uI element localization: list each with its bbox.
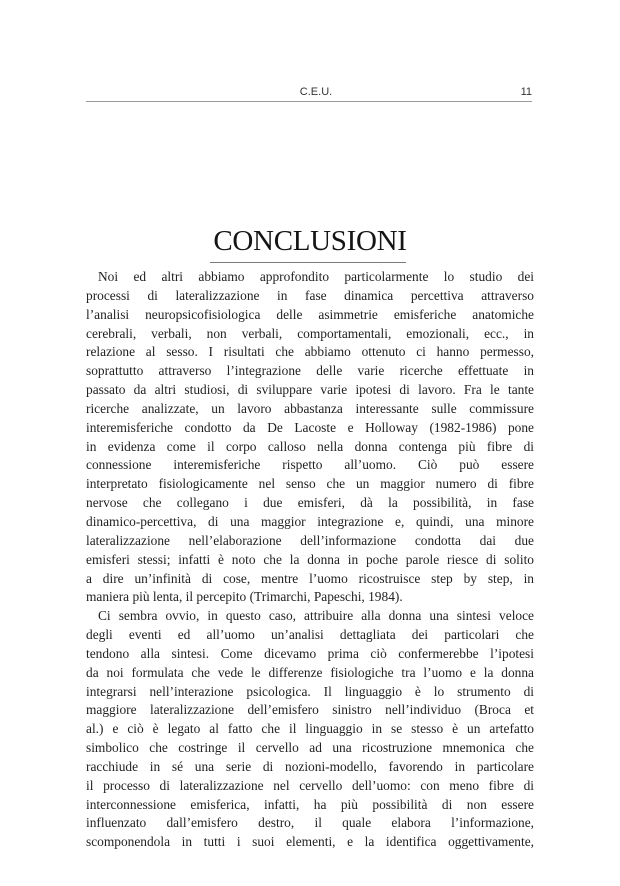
text-line: ricerche analizzate, un lavoro abbastanza interessante sulle commissure [86, 400, 534, 416]
text-line: da noi formulata che vede le differenze fisiologiche tra l’uomo e la donna [86, 664, 534, 680]
text-line: processi di lateralizzazione in fase dinamica percettiva attraverso [86, 287, 534, 303]
chapter-title: CONCLUSIONI [213, 225, 407, 257]
text-line: degli eventi ed all’uomo un’analisi dettagliata dei particolari che [86, 627, 534, 643]
text-line: lateralizzazione nell’elaborazione dell’informazione condotta dai due [86, 532, 534, 548]
page-number: 11 [520, 86, 532, 98]
text-line: dinamico-percettiva, di una maggior integrazione e, quindi, una minore [86, 513, 534, 529]
text-line: cerebrali, verbali, non verbali, comportamentali, emozionali, ecc., in [86, 325, 534, 341]
text-line: a dire un’infinità di cose, mentre l’uomo ricostruisce step by step, in [86, 570, 534, 586]
text-line: interemisferiche condotto da De Lacoste e Holloway (1982-1986) pone [86, 419, 534, 435]
text-line: connessione interemisferiche rispetto all’uomo. Ciò può essere [86, 457, 534, 473]
text-line: il processo di lateralizzazione nel cervello dell’uomo: con meno fibre di [86, 777, 534, 793]
text-line: Noi ed altri abbiamo approfondito particolarmente lo studio dei [98, 269, 534, 284]
text-line: influenzato dall’emisfero destro, il quale elabora l’informazione, [86, 815, 534, 831]
text-line: soprattutto attraverso l’integrazione delle varie ricerche effettuate in [86, 363, 534, 379]
text-line: scomponendola in tutti i suoi elementi, e la identifica oggettivamente, [86, 834, 534, 850]
text-line: Ci sembra ovvio, in questo caso, attribuire alla donna una sintesi veloce [98, 608, 534, 624]
text-line: emisferi stessi; infatti è noto che la donna in poche parole riesce di solito [86, 551, 534, 567]
header-rule [86, 101, 532, 102]
text-line: interconnessione emisferica, infatti, ha più possibilità di non essere [86, 796, 534, 812]
text-line: tendono alla sintesi. Come dicevamo prima ciò confermerebbe l’ipotesi [86, 645, 534, 661]
text-line: al.) e ciò è legato al fatto che il linguaggio in se stesso è un artefatto [86, 721, 534, 737]
text-line: passato da altri studiosi, di sviluppare varie ipotesi di lavoro. Fra le tante [86, 382, 534, 398]
running-title: C.E.U. [299, 86, 333, 98]
title-underline [210, 262, 406, 263]
text-line: simbolico che costringe il cervello ad una ricostruzione mnemonica che [86, 740, 534, 756]
text-line: integrarsi nell’interazione psicologica. Il linguaggio è lo strumento di [86, 683, 534, 699]
text-line: relazione al sesso. I risultati che abbiamo ottenuto ci hanno permesso, [86, 344, 534, 360]
running-head [86, 86, 532, 102]
text-line: interpretato fisiologicamente nel senso che un maggior numero di fibre [86, 476, 534, 492]
text-line: in evidenza come il corpo calloso nella donna contenga più fibre di [86, 438, 534, 454]
text-line: nervose che collegano i due emisferi, dà la possibilità, in fase [86, 495, 534, 511]
text-line: l’analisi neuropsicofisiologica delle asimmetrie emisferiche anatomiche [86, 306, 534, 322]
text-line: maggiore lateralizzazione dell’emisfero sinistro nell’individuo (Broca et [86, 702, 534, 718]
text-line: maniera più lenta, il percepito (Trimarchi, Papeschi, 1984). [86, 589, 403, 605]
body-text [86, 268, 534, 852]
text-line: racchiude in sé una serie di nozioni-modello, favorendo in particolare [86, 758, 534, 774]
